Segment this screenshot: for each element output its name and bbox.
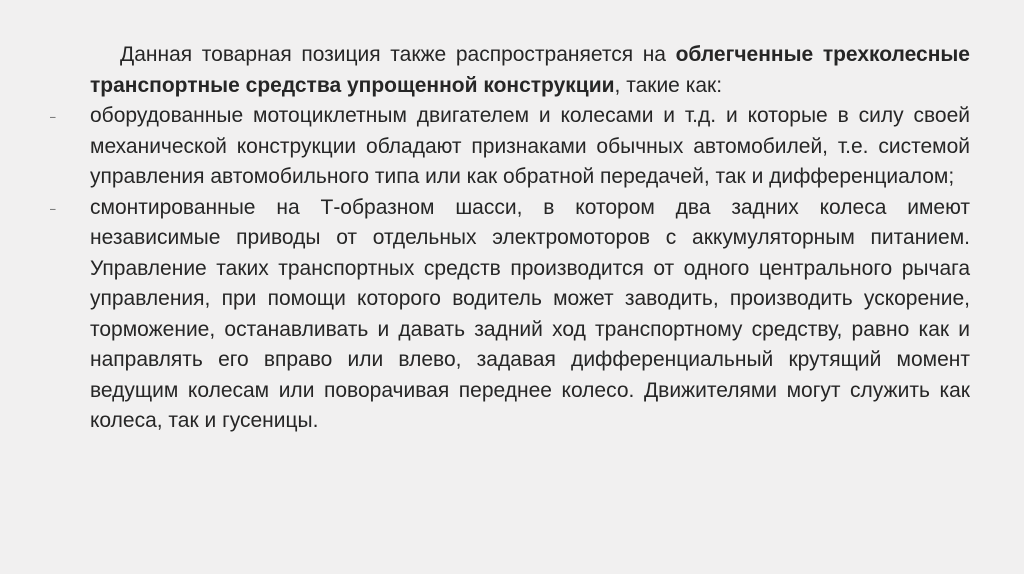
bullet-marker: – <box>50 203 56 215</box>
list-item-text: смонтированные на Т-образном шасси, в котором два задних колеса имеют независимые приводы от отдельных электромоторов с аккумуляторным питанием. Управление таких транспортных средств производится от одного центрального рычага управления, при помощи которого водитель может заводить, производить ускорение, торможение, останавливать и давать задний ход транспортному средству, равно как и направлять его вправо или влево, задавая дифференциальный крутящий момент ведущим колесам или поворачивая переднее колесо. Движителями могут служить как колеса, так и гусеницы. <box>90 195 970 432</box>
list-item <box>50 193 970 437</box>
intro-paragraph <box>90 40 970 101</box>
text-body <box>50 40 970 437</box>
list-item-text: оборудованные мотоциклетным двигателем и колесами и т.д. и которые в силу своей механической конструкции обладают признаками обычных автомобилей, т.е. системой управления автомобильного типа или как обратной передачей, так и дифференциалом; <box>90 104 970 188</box>
list-item <box>50 101 970 193</box>
intro-tail: , такие как: <box>614 73 723 97</box>
bullet-list <box>50 101 970 437</box>
intro-lead: Данная товарная позиция также распространяется на <box>120 43 676 66</box>
bullet-marker: – <box>50 112 56 123</box>
intro-bold-term: облегченные трехколесные транспортные средства упрощенной конструкции <box>90 43 970 97</box>
